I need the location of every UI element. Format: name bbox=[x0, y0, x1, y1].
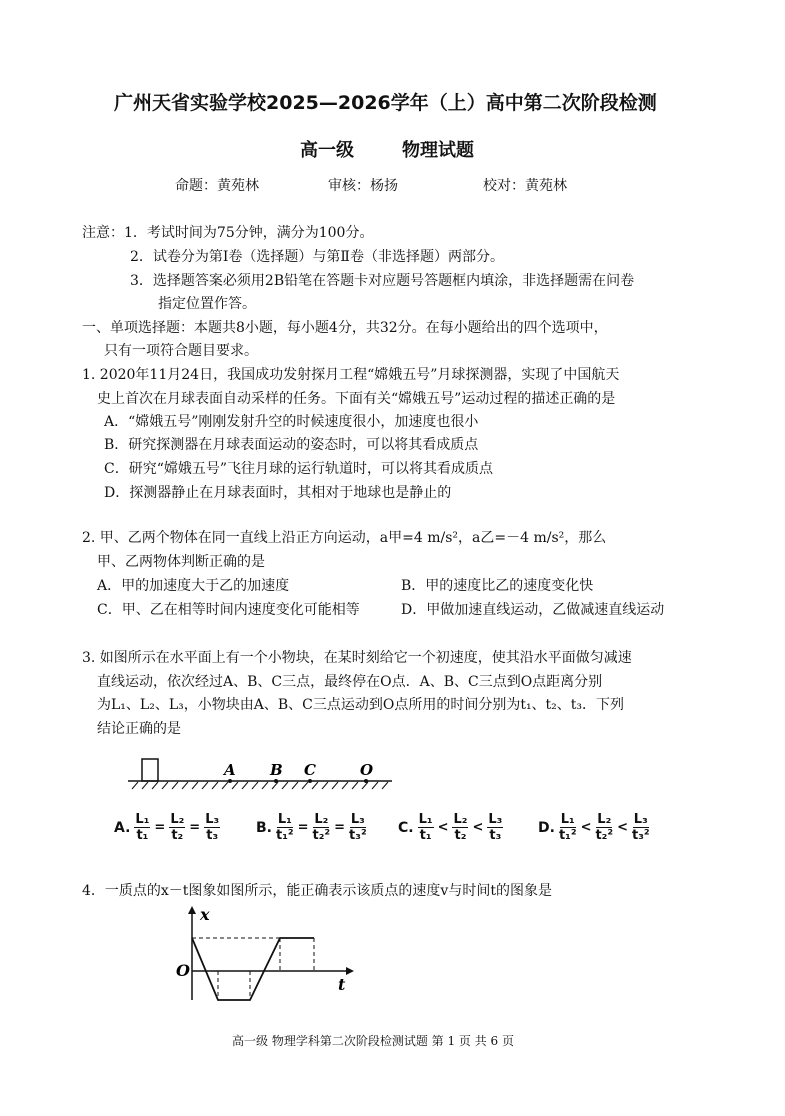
q1-option-a: A．“嫦娥五号”刚刚发射升空的时候速度很小，加速度也很小 bbox=[104, 414, 479, 430]
q1-stem-2: 史上首次在月球表面自动采样的任务。下面有关“嫦娥五号”运动过程的描述正确的是 bbox=[97, 391, 616, 407]
block-shape bbox=[142, 759, 158, 781]
q1-option-d: D．探测器静止在月球表面时，其相对于地球也是静止的 bbox=[104, 485, 452, 501]
fraction: $\frac{\text{L₂}}{\text{t₂²}}$ bbox=[595, 812, 614, 843]
y-axis-arrow bbox=[188, 906, 196, 914]
subject-label: 物理试题 bbox=[402, 140, 474, 161]
q3-stem-4: 结论正确的是 bbox=[97, 721, 181, 737]
ground-hatch bbox=[132, 782, 388, 789]
exam-title: 广州天省实验学校2025—2026学年（上）高中第二次阶段检测 bbox=[114, 92, 657, 114]
q2-option-a: A．甲的加速度大于乙的加速度 bbox=[97, 578, 290, 594]
dashed-guides bbox=[192, 938, 314, 1000]
q2-option-d: D．甲做加速直线运动，乙做减速直线运动 bbox=[401, 602, 665, 618]
fraction: $\frac{\text{L₃}}{\text{t₃²}}$ bbox=[349, 812, 367, 843]
note-2: 2．试卷分为第Ⅰ卷（选择题）与第Ⅱ卷（非选择题）两部分。 bbox=[130, 249, 504, 265]
point-o-dot bbox=[364, 779, 368, 783]
y-axis-label: x bbox=[200, 905, 210, 924]
q1-option-c: C．研究“嫦娥五号”飞往月球的运行轨道时，可以将其看成质点 bbox=[104, 461, 494, 477]
q3-option-b: B. $\frac{\text{L₁}}{\text{t₁²}}$ = $\frac{\text{L₂}}{\text{t₂²}}$ = $\frac{\text{L₃}}{\text{t₃²}}$ bbox=[256, 812, 367, 843]
fraction: $\frac{\text{L₁}}{\text{t₁²}}$ bbox=[276, 812, 294, 843]
q3-stem-2: 直线运动，依次经过A、B、C三点，最终停在O点．A、B、C三点到O点距离分别 bbox=[97, 674, 603, 690]
fraction: $\frac{\text{L₂}}{\text{t₂}}$ bbox=[170, 812, 185, 843]
reviewer-line: 审核：杨扬 bbox=[328, 178, 398, 194]
fraction: $\frac{\text{L₁}}{\text{t₁}}$ bbox=[418, 812, 433, 843]
q3-stem-3: 为L₁、L₂、L₃，小物块由A、B、C三点运动到O点所用的时间分别为t₁、t₂、t₃．下列 bbox=[97, 697, 625, 713]
point-a-dot bbox=[228, 779, 232, 783]
author-line: 命题：黄苑林 bbox=[175, 178, 259, 194]
section-heading-2: 只有一项符合题目要求。 bbox=[104, 343, 258, 359]
fraction: $\frac{\text{L₃}}{\text{t₃²}}$ bbox=[631, 812, 650, 843]
fraction: $\frac{\text{L₁}}{\text{t₁²}}$ bbox=[558, 812, 577, 843]
label-a: A bbox=[224, 761, 236, 779]
grade-label: 高一级 bbox=[300, 140, 354, 161]
q3-option-c: C. $\frac{\text{L₁}}{\text{t₁}}$ < $\frac{\text{L₂}}{\text{t₂}}$ < $\frac{\text{L₃}}{\text{t₃}}$ bbox=[398, 812, 503, 843]
q2-option-c: C．甲、乙在相等时间内速度变化可能相等 bbox=[97, 602, 360, 618]
q3-ground-figure bbox=[128, 756, 393, 792]
q4-xt-graph bbox=[170, 904, 360, 1004]
fraction: $\frac{\text{L₃}}{\text{t₃}}$ bbox=[488, 812, 503, 843]
page-footer: 高一级 物理学科第二次阶段检测试题 第 1 页 共 6 页 bbox=[232, 1034, 514, 1048]
origin-label: O bbox=[176, 961, 190, 980]
note-3b: 指定位置作答。 bbox=[158, 296, 256, 312]
q3-stem-1: 3. 如图所示在水平面上有一个小物块，在某时刻给它一个初速度，使其沿水平面做匀减速 bbox=[82, 650, 632, 666]
x-axis-label: t bbox=[338, 975, 346, 994]
q1-stem-1: 1. 2020年11月24日，我国成功发射探月工程“嫦娥五号”月球探测器，实现了中国航天 bbox=[82, 367, 620, 383]
x-axis-arrow bbox=[346, 967, 354, 975]
fraction: $\frac{\text{L₃}}{\text{t₃}}$ bbox=[205, 812, 220, 843]
q1-option-b: B．研究探测器在月球表面运动的姿态时，可以将其看成质点 bbox=[104, 437, 479, 453]
note-3a: 3．选择题答案必须用2B铅笔在答题卡对应题号答题框内填涂，非选择题需在问卷 bbox=[130, 273, 635, 289]
xt-curve bbox=[192, 938, 314, 1000]
label-b: B bbox=[270, 761, 283, 779]
fraction: $\frac{\text{L₂}}{\text{t₂}}$ bbox=[453, 812, 468, 843]
q2-stem-2: 甲、乙两物体判断正确的是 bbox=[97, 554, 265, 570]
fraction: $\frac{\text{L₂}}{\text{t₂²}}$ bbox=[312, 812, 331, 843]
q4-stem: 4．一质点的x－t图象如图所示，能正确表示该质点的速度v与时间t的图象是 bbox=[82, 883, 552, 899]
point-b-dot bbox=[274, 779, 278, 783]
proofreader-line: 校对：黄苑林 bbox=[483, 178, 567, 194]
q3-option-d: D. $\frac{\text{L₁}}{\text{t₁²}}$ < $\frac{\text{L₂}}{\text{t₂²}}$ < $\frac{\text{L₃}}{\text{t₃²}}$ bbox=[538, 812, 650, 843]
note-1: 注意：1．考试时间为75分钟，满分为100分。 bbox=[82, 225, 374, 241]
point-c-dot bbox=[308, 779, 312, 783]
q2-option-b: B．甲的速度比乙的速度变化快 bbox=[401, 578, 594, 594]
q3-option-a: A. $\frac{\text{L₁}}{\text{t₁}}$ = $\frac{\text{L₂}}{\text{t₂}}$ = $\frac{\text{L₃}}{\text{t₃}}$ bbox=[114, 812, 220, 843]
label-c: C bbox=[304, 761, 316, 779]
label-o: O bbox=[360, 761, 374, 779]
fraction: $\frac{\text{L₁}}{\text{t₁}}$ bbox=[135, 812, 150, 843]
q2-stem-1: 2. 甲、乙两个物体在同一直线上沿正方向运动，a甲=4 m/s²，a乙=－4 m/s²，那么 bbox=[82, 530, 607, 546]
section-heading-1: 一、单项选择题：本题共8小题，每小题4分，共32分。在每小题给出的四个选项中， bbox=[82, 320, 608, 336]
